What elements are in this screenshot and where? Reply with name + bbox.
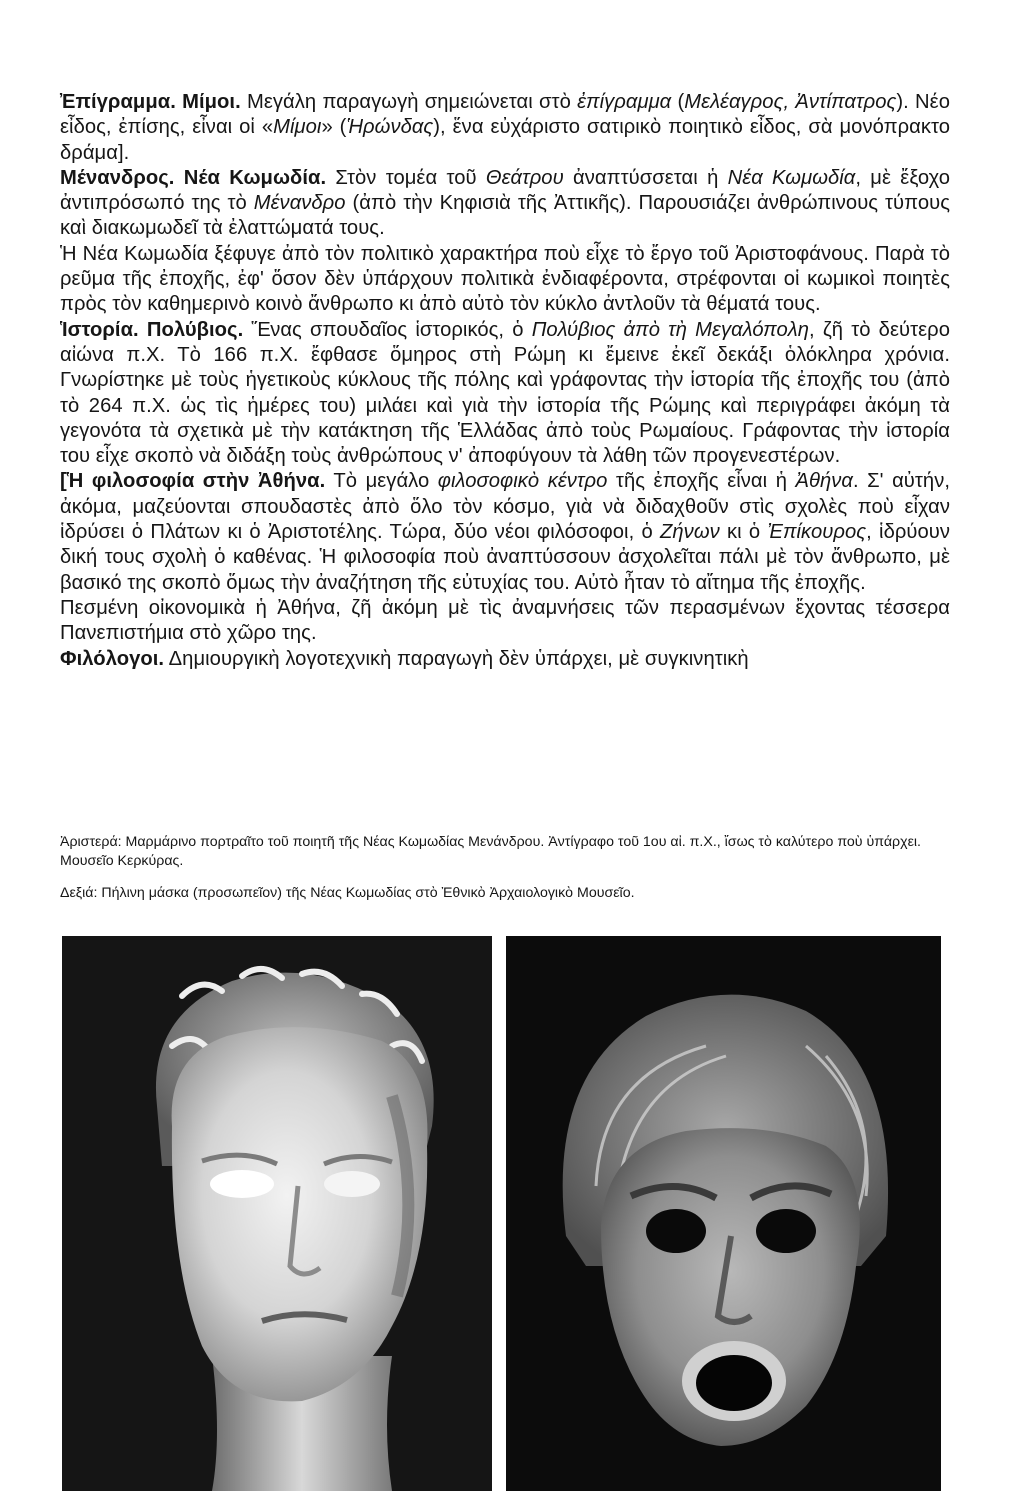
emphasized-term: Μίμοι (273, 116, 322, 139)
text-run: ), ἕνα εὐχάριστο σατιρικὸ ποιητικὸ εἶδος, σὰ μονόπρακτο δράμα]. (60, 116, 950, 164)
text-run: , ζῆ τὸ δεύτερο αἰώνα π.Χ. Τὸ 166 π.Χ. ἔφθασε ὅμηρος στὴ Ρώμη κι ἔμεινε ἐκεῖ δεκάξι ὁλόκληρα χρόνια. Γνωρίστηκε μὲ τοὺς ἡγετικοὺς κύκλους τῆς πόλης καὶ γράφοντας τὴν ἱστορία τῆς ἐποχῆς του (ἀπὸ τὸ 264 π.Χ. ὡς τὶς ἡμέρες του) μιλάει καὶ γιὰ τὴν ἱστορία τῆς Ρώμης καὶ περιγράφει ἀκόμη τὰ γεγονότα τὰ σχετικὰ μὲ τὴν κατάκτηση τῆς Ἑλλάδας ἀπὸ τοὺς Ρωμαίους. Γράφοντας τὴν ἱστορία του εἶχε σκοπὸ νὰ διδάξη τοὺς ἀνθρώπους ν' ἀποφύγουν τὰ λάθη τῶν προγενεστέρων. (60, 318, 950, 468)
emphasized-term: Νέα Κωμωδία (727, 166, 856, 189)
text-run: τῆς ἐποχῆς εἶναι ἡ (607, 470, 796, 493)
section-heading: Ἐπίγραμμα. Μίμοι. (60, 91, 241, 113)
paragraph-athens-universities (60, 596, 950, 647)
emphasized-term: Ἡρώνδας (346, 116, 434, 139)
paragraph-polyvios (60, 318, 950, 470)
emphasized-term: Ζήνων (660, 521, 720, 544)
text-run: ). Νέο εἶδος, ἐπίσης, εἶναι οἱ « (60, 91, 950, 139)
emphasized-term: Ἀθήνα (795, 470, 853, 493)
emphasized-term: Μένανδρο (253, 192, 346, 215)
text-run: . Σ' αὐτήν, ἀκόμα, μαζεύονται σπουδαστὲς ἀπὸ ὅλο τὸν κόσμο, γιὰ νὰ διδαχθοῦν στὶς σχολὲς ποὺ εἶχαν ἱδρύσει ὁ Πλάτων κι ὁ Ἀριστοτέλης. Τώρα, δύο νέοι φιλόσοφοι, ὁ (60, 470, 950, 544)
menander-portrait-photo (62, 936, 492, 1491)
text-run: ( (671, 91, 685, 113)
paragraph-menandros (60, 166, 950, 242)
emphasized-term: Πολύβιος ἀπὸ τὴ Μεγαλόπολη (531, 318, 809, 341)
paragraph-philosophy-athens (60, 469, 950, 595)
emphasized-term: Μελέαγρος, Ἀντίπατρος (684, 91, 897, 113)
text-run: Στὸν τομέα τοῦ (326, 166, 486, 189)
emphasized-term: φιλοσοφικὸ κέντρο (437, 470, 608, 493)
caption-right: Δεξιά: Πήλινη μάσκα (προσωπεῖον) τῆς Νέας Κωμωδίας στὸ Ἐθνικὸ Ἀρχαιολογικὸ Μουσεῖο. (60, 885, 635, 901)
text-run: ἀναπτύσσεται ἡ (563, 166, 728, 189)
text-run: Ἕνας σπουδαῖος ἱστορικός, ὁ (243, 318, 532, 341)
text-run: Δημιουργικὴ λογοτεχνικὴ παραγωγὴ δὲν ὑπάρχει, μὲ συγκινητικὴ (164, 647, 749, 670)
photo-captions (60, 833, 950, 903)
text-run: (ἀπὸ τὴν Κηφισιὰ τῆς Ἀττικῆς). Παρουσιάζει ἀνθρώπινους τύπους καὶ διακωμωδεῖ τὰ ἐλαττώματά τους. (60, 192, 950, 240)
emphasized-term: ἐπίγραμμα (577, 91, 672, 113)
section-heading: Ἱστορία. Πολύβιος. (60, 318, 244, 341)
emphasized-term: Θεάτρου (485, 166, 564, 189)
text-run: κι ὁ (719, 521, 768, 544)
paragraph-epigramma (60, 90, 950, 166)
comedy-mask-photo (506, 936, 941, 1491)
paragraph-philologists (60, 647, 950, 672)
text-run: Πεσμένη οἰκονομικὰ ἡ Ἀθήνα, ζῆ ἀκόμη μὲ τὶς ἀναμνήσεις τῶν περασμένων ἔχοντας τέσσερα Πανεπιστήμια στὸ χῶρο της. (60, 596, 950, 645)
text-run: Τὸ μεγάλο (325, 470, 438, 493)
text-run: » ( (321, 116, 347, 139)
section-heading: Φιλόλογοι. (60, 647, 165, 670)
section-heading: [Ἡ φιλοσοφία στὴν Ἀθήνα. (60, 470, 326, 493)
text-run: , μὲ ἔξοχο ἀντιπρόσωπό της τὸ (60, 166, 951, 215)
body-text (60, 90, 950, 672)
text-run: Ἡ Νέα Κωμωδία ξέφυγε ἀπὸ τὸν πολιτικὸ χαρακτήρα ποὺ εἶχε τὸ ἔργο τοῦ Ἀριστοφάνους. Παρὰ τὸ ρεῦμα τῆς ἐποχῆς, ἐφ' ὅσον δὲν ὑπάρχουν πολιτικὰ ἐνδιαφέροντα, στρέφονται οἱ κωμικοὶ ποιητὲς πρὸς τὸν καθημερινὸ κοινὸ ἄνθρωπο κι ἀπὸ αὐτὸ τὸν κύκλο ἀντλοῦν τὰ θέματά τους. (60, 242, 950, 316)
section-heading: Μένανδρος. Νέα Κωμωδία. (60, 166, 327, 189)
emphasized-term: Ἐπίκουρος (767, 521, 867, 544)
caption-left: Ἀριστερά: Μαρμάρινο πορτραῖτο τοῦ ποιητῆ τῆς Νέας Κωμωδίας Μενάνδρου. Ἀντίγραφο τοῦ 1ου αἰ. π.Χ., ἴσως τὸ καλύτερο ποὺ ὑπάρχει. Μουσεῖο Κερκύρας. (60, 834, 921, 869)
paragraph-nea-komodia (60, 242, 950, 318)
text-run: Μεγάλη παραγωγὴ σημειώνεται στὸ (240, 91, 578, 113)
text-run: , ἱδρύουν δική τους σχολὴ ὁ καθένας. Ἡ φιλοσοφία ποὺ ἀναπτύσσουν ἀσχολεῖται πάλι μὲ τὸν ἄνθρωπο, μὲ βασικό της σκοπὸ ὅμως τὴν ἀναζήτηση τῆς εὐτυχίας του. Αὐτὸ ἦταν τὸ αἴτημα τῆς ἐποχῆς. (60, 521, 951, 594)
